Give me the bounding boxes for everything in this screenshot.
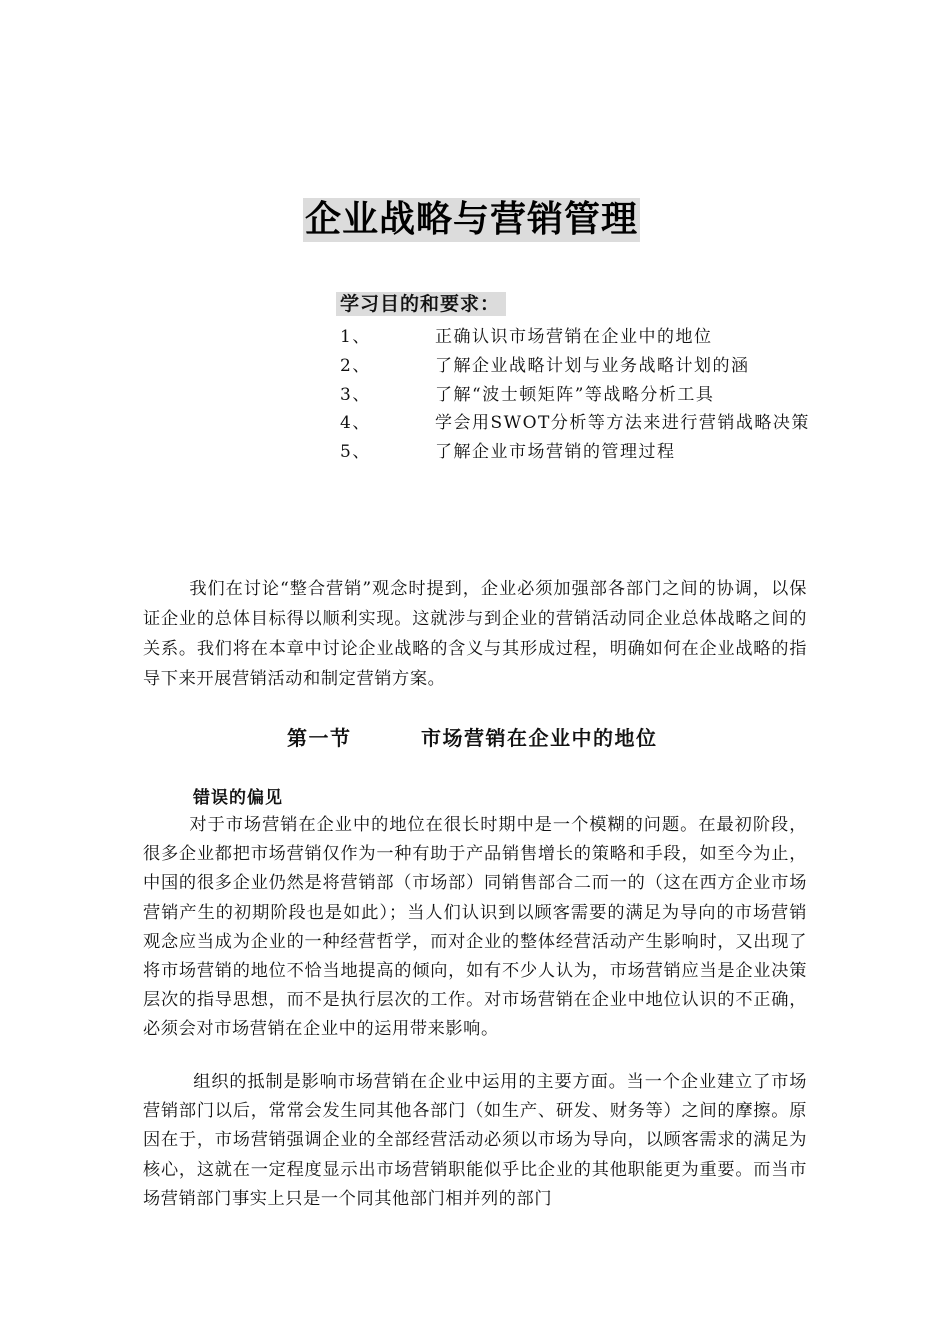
body-text: 对于市场营销在企业中的地位在很长时期中是一个模糊的问题。在最初阶段，很多企业都把市场营销仅作为一种有助于产品销售增长的策略和手段，如至今为止，中国的很多企业仍然是将营销部（市场部）同销售部合二而一的（这在西方企业市场营销产生的初期阶段也是如此）；当人们认识到以顾客需要的满足为导向的市场营销观念应当成为企业的一种经营哲学，而对企业的整体经营活动产生影响时，又出现了将市场营销的地位不恰当地提高的倾向，如有不少人认为，市场营销应当是企业决策层次的指导思想，而不是执行层次的工作。对市场营销在企业中地位认识的不正确，必须会对市场营销在企业中的运用带来影响。 bbox=[143, 815, 807, 1040]
body-paragraph bbox=[143, 811, 807, 1045]
section-heading bbox=[287, 723, 658, 753]
objective-item bbox=[340, 409, 820, 438]
section-label: 第一节 bbox=[287, 726, 352, 750]
intro-paragraph bbox=[143, 574, 807, 694]
objective-number: 3、 bbox=[340, 384, 371, 405]
objective-text: 学会用SWOT分析等方法来进行营销战略决策 bbox=[435, 413, 810, 434]
subsection-heading: 错误的偏见 bbox=[193, 788, 283, 808]
objective-text: 正确认识市场营销在企业中的地位 bbox=[435, 327, 713, 347]
objectives-heading: 学习目的和要求： bbox=[336, 292, 506, 316]
objective-text: 了解企业战略计划与业务战略计划的涵 bbox=[435, 355, 750, 376]
objective-number: 1、 bbox=[340, 327, 371, 347]
objective-item bbox=[340, 323, 820, 352]
page-title: 企业战略与营销管理 bbox=[305, 199, 639, 240]
objective-number: 4、 bbox=[340, 413, 371, 434]
intro-text: 我们在讨论“整合营销”观念时提到，企业必须加强部各部门之间的协调，以保证企业的总体目标得以顺利实现。这就涉与到企业的营销活动同企业总体战略之间的关系。我们将在本章中讨论企业战略的含义与其形成过程，明确如何在企业战略的指导下来开展营销活动和制定营销方案。 bbox=[143, 579, 807, 689]
body-paragraph bbox=[143, 1068, 807, 1214]
objective-item bbox=[340, 381, 820, 410]
objective-text: 了解企业市场营销的管理过程 bbox=[435, 442, 676, 463]
objective-item bbox=[340, 352, 820, 381]
section-title: 市场营销在企业中的地位 bbox=[421, 726, 658, 750]
objective-text: 了解“波士顿矩阵”等战略分析工具 bbox=[435, 384, 715, 405]
objective-number: 5、 bbox=[340, 442, 371, 463]
objectives-list bbox=[340, 323, 820, 467]
objective-item bbox=[340, 438, 820, 467]
body-text: 组织的抵制是影响市场营销在企业中运用的主要方面。当一个企业建立了市场营销部门以后，常常会发生同其他各部门（如生产、研发、财务等）之间的摩擦。原因在于，市场营销强调企业的全部经营活动必须以市场为导向，以顾客需求的满足为核心，这就在一定程度显示出市场营销职能似乎比企业的其他职能更为重要。而当市场营销部门事实上只是一个同其他部门相并列的部门 bbox=[143, 1072, 807, 1209]
objective-number: 2、 bbox=[340, 355, 371, 376]
